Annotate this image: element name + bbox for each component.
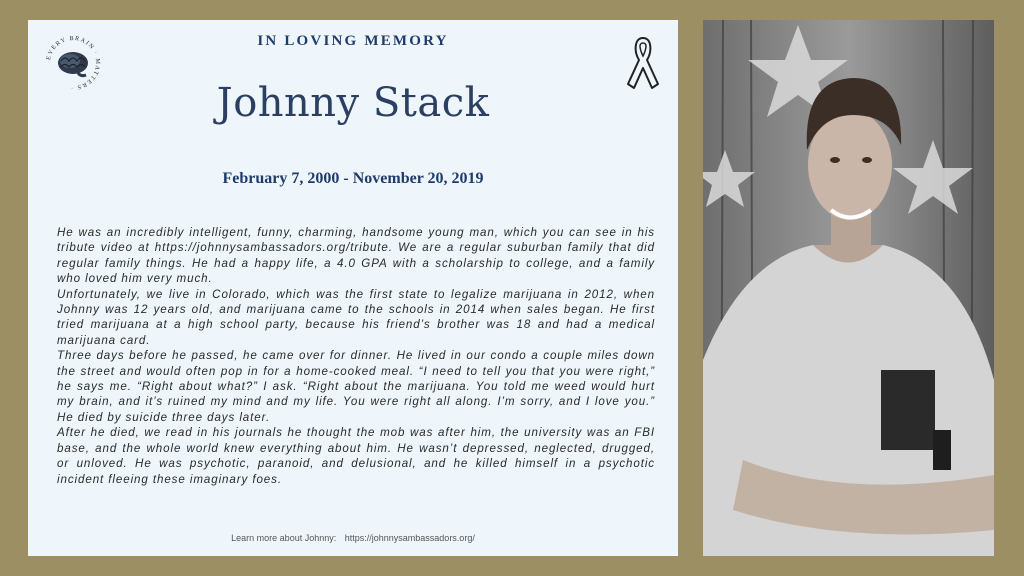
memorial-heading: IN LOVING MEMORY [257, 33, 449, 49]
story-paragraph: After he died, we read in his journals he thought the mob was after him, the university was an FBI base, and the whole world knew everything about him. He wasn’t depressed, neglected, drugged, or unloved. He was psychotic, paranoid, and delusional, and he killed himself in a psychotic incident fleeing these imaginary foes. [57, 426, 655, 486]
story-paragraph: Unfortunately, we live in Colorado, which was the first state to legalize marijuana in 2012, when Johnny was 12 years old, and marijuana came to the schools in 2014 when sales began. He first tried marijuana at a high school party, because his friend’s brother was 18 and had a medical marijuana card. [57, 287, 655, 347]
footer-label: Learn more about Johnny: [231, 533, 337, 543]
life-dates: February 7, 2000 - November 20, 2019 [222, 170, 484, 187]
memorial-story [57, 225, 655, 487]
story-paragraph: He was an incredibly intelligent, funny, charming, handsome young man, which you can see in his tribute video at https://johnnysambassadors.org/tribute. We are a regular suburban family that did regular family things. He had a happy life, a 4.0 GPA with a scholarship to college, and a family who loved him very much. [57, 226, 655, 286]
story-paragraph: Three days before he passed, he came over for dinner. He lived in our condo a couple miles down the street and would often pop in for a home-cooked meal. “I need to tell you that you were right,” he says me. “Right about what?” I ask. “Right about the marijuana. You told me weed would hurt my brain, and it’s ruined my mind and my life. You were right all along. I’m sorry, and I love you.” He died by suicide three days later. [57, 349, 655, 424]
footer [28, 533, 678, 543]
footer-link[interactable]: https://johnnysambassadors.org/ [344, 533, 475, 543]
svg-text:EVERY BRAIN · MATTERS ·: EVERY BRAIN · MATTERS · [45, 34, 102, 92]
memorial-card [28, 20, 678, 556]
portrait-photo [703, 20, 994, 556]
person-name: Johnny Stack [216, 80, 490, 126]
